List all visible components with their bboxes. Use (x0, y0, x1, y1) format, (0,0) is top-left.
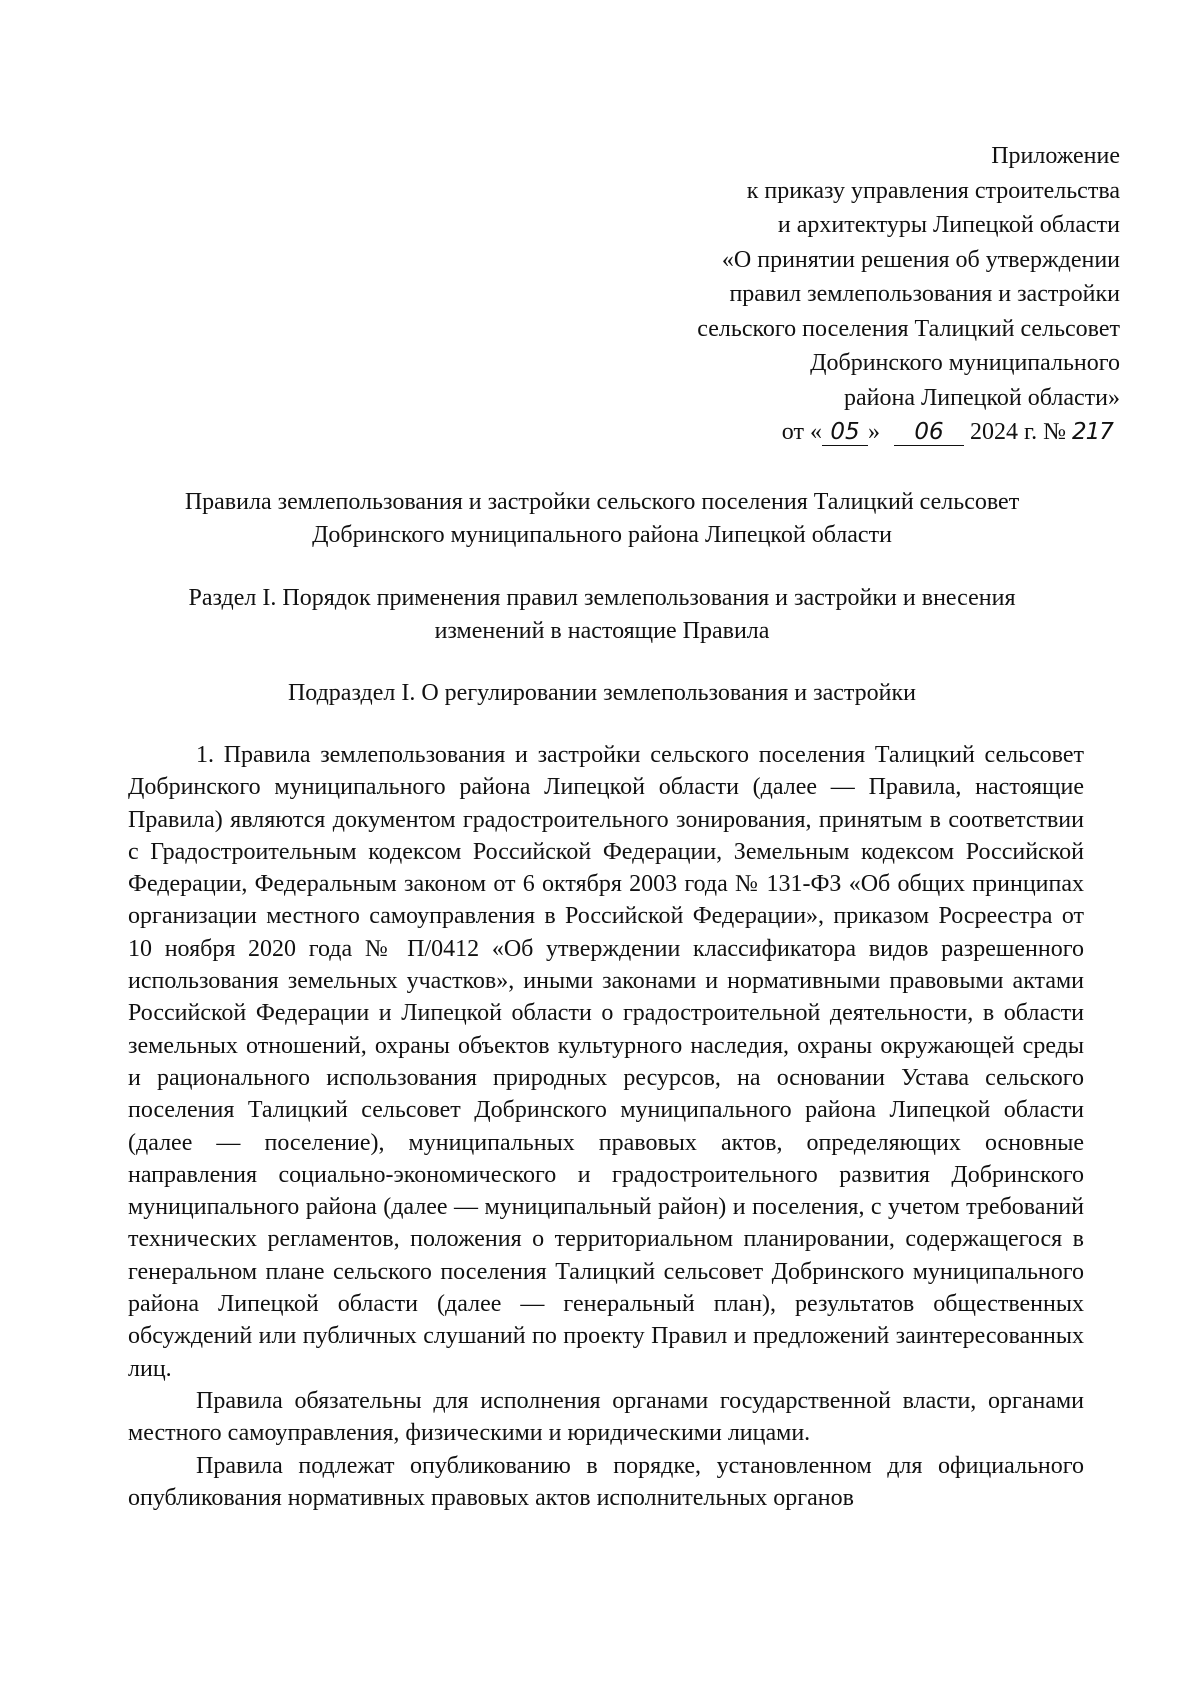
section-heading (120, 582, 1084, 648)
subsection-heading: Подраздел I. О регулировании землепользования и застройки (287, 680, 917, 706)
paragraph: Правила подлежат опубликованию в порядке, установленном для официального опубликования нормативных правовых актов исполнительных органов (128, 1452, 1084, 1511)
date-year: 2024 г. № (969, 419, 1066, 445)
handwritten-month: 06 (894, 419, 964, 446)
document-title (120, 486, 1084, 552)
document-title-line: Правила землепользования и застройки сельского поселения Талицкий сельсовет (184, 489, 1020, 515)
handwritten-order-number: 217 (1072, 419, 1113, 445)
appendix-line: правил землепользования и застройки (729, 281, 1120, 307)
document-title-line: Добринского муниципального района Липецкой области (312, 522, 892, 548)
paragraph: Правила обязательны для исполнения органами государственной власти, органами местного самоуправления, физическими и юридическими лицами. (128, 1387, 1084, 1447)
appendix-line: и архитектуры Липецкой области (777, 212, 1120, 238)
appendix-line: «О принятии решения об утверждении (721, 246, 1120, 273)
appendix-line: Добринского муниципального (810, 350, 1120, 376)
appendix-line: Приложение (991, 143, 1120, 169)
paragraph: 1. Правила землепользования и застройки сельского поселения Талицкий сельсовет Добринского муниципального района Липецкой области (далее — Правила, настоящие Правила) являются документом градостроительного зонирования, принятым в соответствии с Градостроительным кодексом Российской Федерации, Земельным кодексом Российской Федерации, Федеральным законом от 6 октября 2003 года № 131-ФЗ «Об общих принципах организации местного самоуправления в Российской Федерации», приказом Росреестра от 10 ноября 2020 года № П/0412 «Об утверждении классификатора видов разрешенного использования земельных участков», иными законами и нормативными правовыми актами Российской Федерации и Липецкой области о градостроительной деятельности, в области земельных отношений, охраны объектов культурного наследия, охраны окружающей среды и рационального использования природных ресурсов, на основании Устава сельского поселения Талицкий сельсовет Добринского муниципального района Липецкой области (далее — поселение), муниципальных правовых актов, определяющих основные направления социально-экономического и градостроительного развития Добринского муниципального района (далее — муниципальный район) и поселения, с учетом требований технических регламентов, положения о территориальном планировании, содержащегося в генеральном плане сельского поселения Талицкий сельсовет Добринского муниципального района Липецкой области (далее — генеральный план), результатов общественных обсуждений или публичных слушаний по проекту Правил и предложений заинтересованных лиц. (128, 742, 1084, 1382)
handwritten-day: 05 (822, 419, 868, 446)
date-quote-close: » (867, 419, 880, 445)
appendix-line: сельского поселения Талицкий сельсовет (697, 315, 1120, 342)
section-heading-line: изменений в настоящие Правила (434, 618, 770, 644)
section-heading-line: Раздел I. Порядок применения правил землепользования и застройки и внесения (188, 585, 1016, 611)
date-prefix: от « (781, 419, 822, 445)
body-text (128, 739, 1084, 1514)
appendix-header (500, 139, 1120, 450)
appendix-line: к приказу управления строительства (746, 177, 1120, 204)
order-date-line (500, 415, 1120, 450)
appendix-line: района Липецкой области» (844, 384, 1120, 411)
